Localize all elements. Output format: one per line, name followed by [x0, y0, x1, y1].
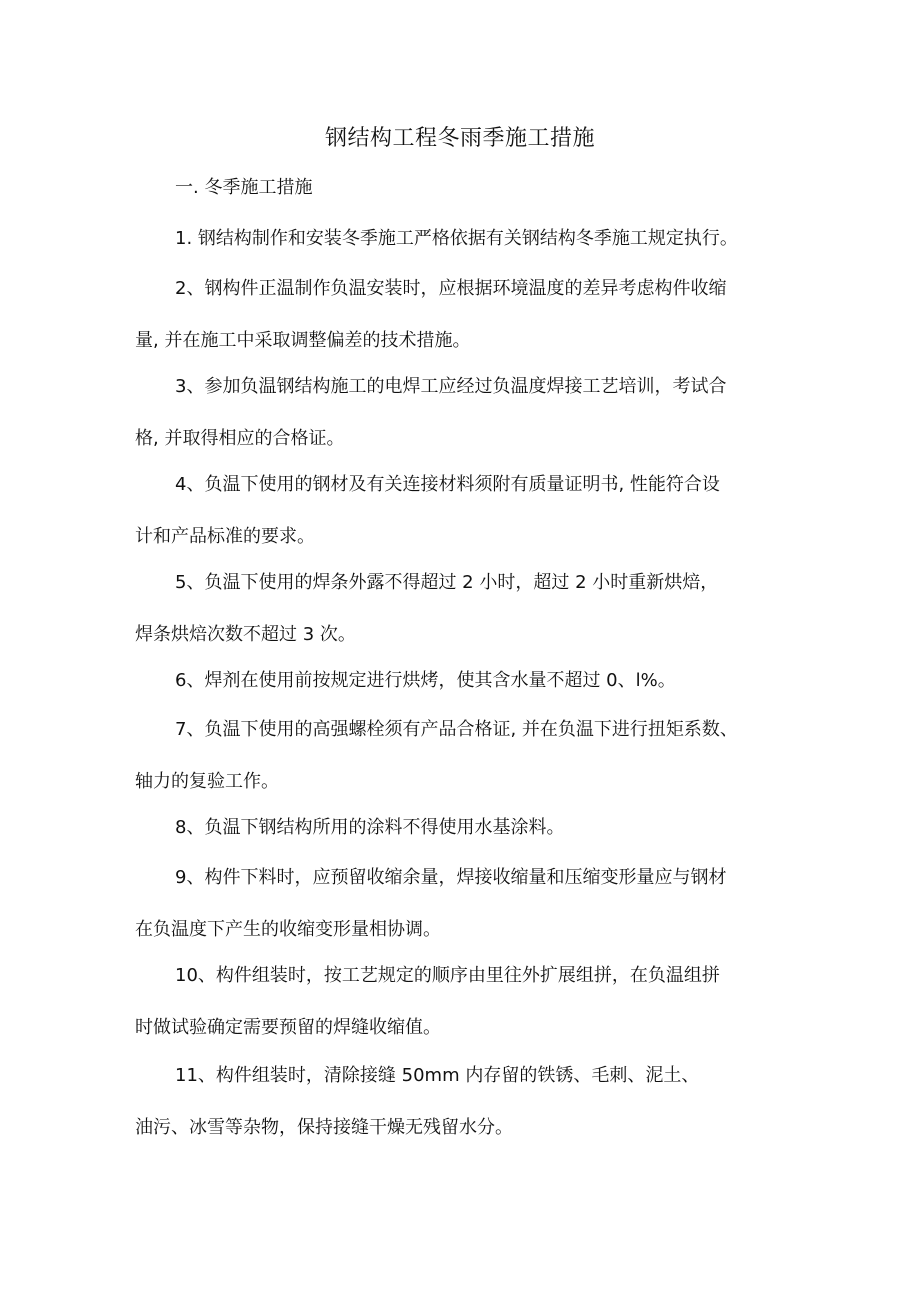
document-title: 钢结构工程冬雨季施工措施: [324, 126, 595, 151]
paragraph-line: 时做试验确定需要预留的焊缝收缩值。: [135, 1017, 441, 1038]
paragraph-line: 油污、冰雪等杂物，保持接缝干燥无残留水分。: [135, 1117, 513, 1138]
paragraph-11: [135, 1050, 795, 1154]
paragraph-line: 11、构件组装时，清除接缝 50mm 内存留的铁锈、毛刺、泥土、: [175, 1065, 700, 1086]
paragraph-10: [135, 950, 795, 1054]
paragraph-line: 量, 并在施工中采取调整偏差的技术措施。: [135, 330, 471, 351]
paragraph-line: 7、负温下使用的高强螺栓须有产品合格证, 并在负温下进行扭矩系数、: [175, 719, 738, 740]
paragraph-line: 焊条烘焙次数不超过 3 次。: [135, 624, 356, 645]
paragraph-line: 4、负温下使用的钢材及有关连接材料须附有质量证明书, 性能符合设: [175, 474, 720, 495]
paragraph-5: [135, 557, 795, 661]
section-heading: 一. 冬季施工措施: [175, 177, 313, 198]
paragraph-1: [135, 213, 795, 265]
paragraph-line: 8、负温下钢结构所用的涂料不得使用水基涂料。: [175, 817, 565, 838]
paragraph-4: [135, 459, 795, 563]
paragraph-line: 6、焊剂在使用前按规定进行烘烤，使其含水量不超过 0、l%。: [175, 670, 676, 691]
paragraph-8: [135, 802, 795, 854]
paragraph-line: 计和产品标准的要求。: [135, 526, 315, 547]
paragraph-line: 在负温度下产生的收缩变形量相协调。: [135, 919, 441, 940]
paragraph-line: 3、参加负温钢结构施工的电焊工应经过负温度焊接工艺培训，考试合: [175, 376, 727, 397]
paragraph-line: 9、构件下料时，应预留收缩余量，焊接收缩量和压缩变形量应与钢材: [175, 867, 727, 888]
paragraph-line: 格, 并取得相应的合格证。: [135, 428, 345, 449]
paragraph-line: 5、负温下使用的焊条外露不得超过 2 小时，超过 2 小时重新烘焙，: [175, 572, 719, 593]
paragraph-9: [135, 852, 795, 956]
paragraph-line: 1. 钢结构制作和安装冬季施工严格依据有关钢结构冬季施工规定执行。: [175, 228, 738, 249]
paragraph-line: 轴力的复验工作。: [135, 771, 279, 792]
paragraph-line: 10、构件组装时，按工艺规定的顺序由里往外扩展组拼，在负温组拼: [175, 965, 720, 986]
paragraph-line: 2、钢构件正温制作负温安装时，应根据环境温度的差异考虑构件收缩: [175, 278, 727, 299]
paragraph-6: [135, 655, 795, 707]
paragraph-3: [135, 361, 795, 465]
paragraph-2: [135, 263, 795, 367]
paragraph-7: [135, 704, 795, 808]
